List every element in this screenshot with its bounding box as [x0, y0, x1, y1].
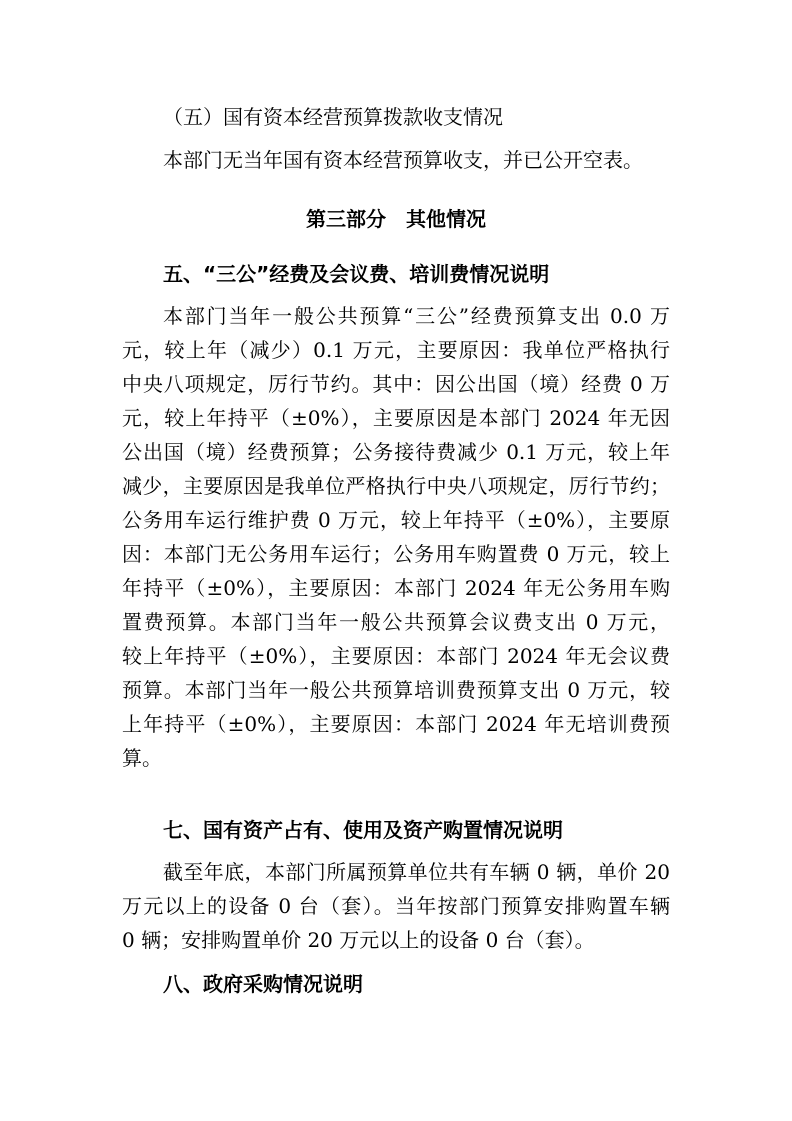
sub-heading-5: （五）国有资本经营预算拨款收支情况 [163, 105, 503, 129]
section-7-line: 截至年底，本部门所属预算单位共有车辆 0 辆，单价 20 [163, 860, 670, 884]
section-5-line: 本部门当年一般公共预算“三公”经费预算支出 0.0 万 [163, 304, 670, 328]
section-5-line: 元，较上年持平（±0%），主要原因是本部门 2024 年无因 [122, 406, 670, 430]
section-5-line: 元，较上年（减少）0.1 万元，主要原因：我单位严格执行 [122, 338, 670, 362]
section-7-heading: 七、国有资产占有、使用及资产购置情况说明 [163, 818, 563, 842]
section-5-line: 预算。本部门当年一般公共预算培训费预算支出 0 万元，较 [122, 678, 670, 702]
section-5-line: 中央八项规定，厉行节约。其中：因公出国（境）经费 0 万 [122, 372, 670, 396]
section-5-line: 较上年持平（±0%），主要原因：本部门 2024 年无会议费 [122, 644, 670, 668]
section-7-line: 万元以上的设备 0 台（套）。当年按部门预算安排购置车辆 [122, 894, 670, 918]
section-5-line: 因：本部门无公务用车运行；公务用车购置费 0 万元，较上 [122, 542, 670, 566]
section-5-line: 公务用车运行维护费 0 万元，较上年持平（±0%），主要原 [122, 508, 670, 532]
section-7-line: 0 辆；安排购置单价 20 万元以上的设备 0 台（套）。 [122, 928, 595, 952]
part-title: 第三部分 其他情况 [306, 207, 486, 231]
section-5-line: 算。 [122, 746, 162, 770]
section-5-line: 上年持平（±0%），主要原因：本部门 2024 年无培训费预 [122, 712, 670, 736]
section-5-heading: 五、“三公”经费及会议费、培训费情况说明 [163, 262, 550, 286]
sub-paragraph-5: 本部门无当年国有资本经营预算收支，并已公开空表。 [163, 148, 643, 172]
section-5-line: 减少，主要原因是我单位严格执行中央八项规定，厉行节约； [122, 474, 670, 498]
section-5-line: 公出国（境）经费预算；公务接待费减少 0.1 万元，较上年 [122, 440, 670, 464]
section-5-line: 置费预算。本部门当年一般公共预算会议费支出 0 万元， [122, 610, 670, 634]
section-5-line: 年持平（±0%），主要原因：本部门 2024 年无公务用车购 [122, 576, 670, 600]
section-8-heading: 八、政府采购情况说明 [163, 972, 363, 996]
